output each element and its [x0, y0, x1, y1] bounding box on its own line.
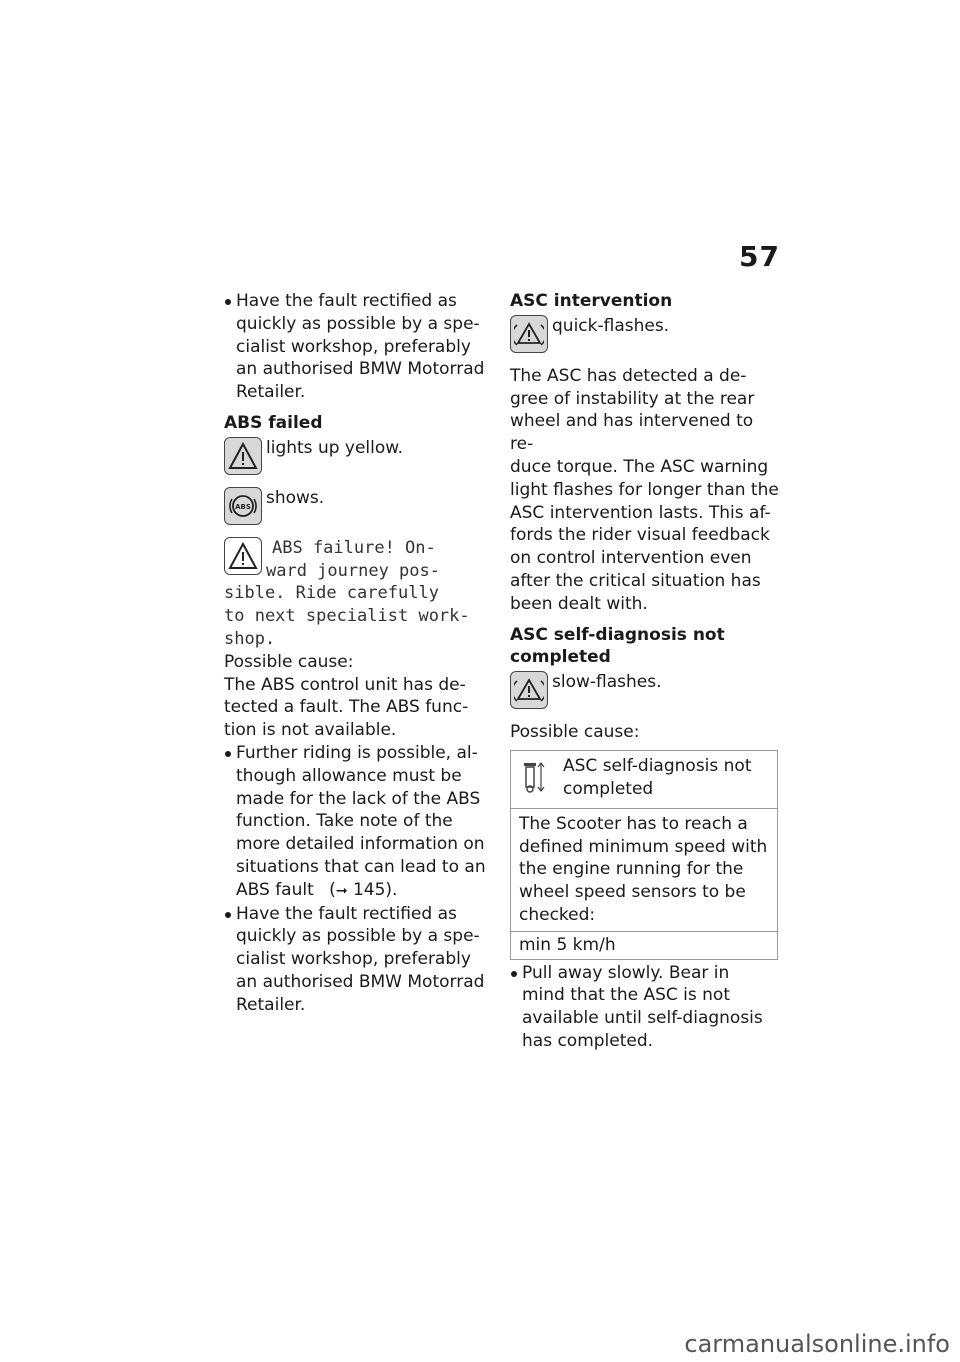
list-item: Pull away slowly. Bear in mind that the ASC is not available until self-diagnosis has completed.: [510, 962, 780, 1053]
possible-cause-label: Possible cause:: [510, 722, 640, 743]
page-number: 57: [739, 240, 780, 273]
section-heading-asc-self-diagnosis: ASC self-diagnosis not completed: [510, 624, 725, 668]
display-message: ABS failure! On- ward journey pos- sible. Ride carefully to next specialist work- shop.: [224, 537, 470, 649]
right-column: [510, 290, 780, 1053]
possible-cause: Possible cause: The ABS control unit has de- tected a fault. The ABS func- tion is not available.: [224, 651, 469, 741]
table-row: ASC self-diagnosis not completed: [511, 751, 777, 808]
asc-icon: [510, 315, 548, 353]
left-column: [224, 290, 490, 1017]
table-row: min 5 km/h: [511, 931, 777, 959]
asc-description: The ASC has detected a de- gree of instability at the rear wheel and has intervened to re- duce torque. The ASC warning light flashes for longer than the ASC intervention lasts. This af- fords the rider visual feedback on control intervention even after the critical situation has been dealt with.: [510, 365, 779, 614]
asc-icon: [510, 671, 548, 709]
warning-triangle-icon: [224, 437, 262, 475]
svg-text:ABS: ABS: [235, 502, 251, 511]
list-item: Have the fault rectified as quickly as possible by a spe- cialist workshop, preferably an authorised BMW Motorrad Retailer.: [224, 290, 490, 404]
list-item: Further riding is possible, al- though allowance must be made for the lack of the ABS function. Take note of the more detailed information on situations that can lead to an ABS fault (➞ 145).: [224, 742, 490, 903]
table-row: The Scooter has to reach a defined minimum speed with the engine running for the wheel speed sensors to be checked:: [511, 808, 777, 931]
reference-arrow-icon: ➞: [335, 882, 348, 899]
spec-table: [510, 750, 778, 960]
abs-icon: [224, 487, 262, 525]
list-item: Have the fault rectified as quickly as possible by a spe- cialist workshop, preferably an authorised BMW Motorrad Retailer.: [224, 903, 490, 1017]
watermark: carmanualsonline.info: [684, 1330, 950, 1358]
asc-diagnosis-light-row: slow-flashes.: [510, 671, 780, 709]
abs-light-row: ABS shows.: [224, 487, 490, 525]
section-heading-asc-intervention: ASC intervention: [510, 291, 673, 311]
section-heading-abs-failed: ABS failed: [224, 412, 323, 433]
speedometer-icon: [521, 759, 551, 802]
warning-triangle-icon: [224, 537, 262, 575]
page-reference-link[interactable]: 145).: [352, 879, 398, 900]
asc-light-row: quick-flashes.: [510, 315, 780, 353]
warning-light-row: lights up yellow.: [224, 437, 490, 475]
